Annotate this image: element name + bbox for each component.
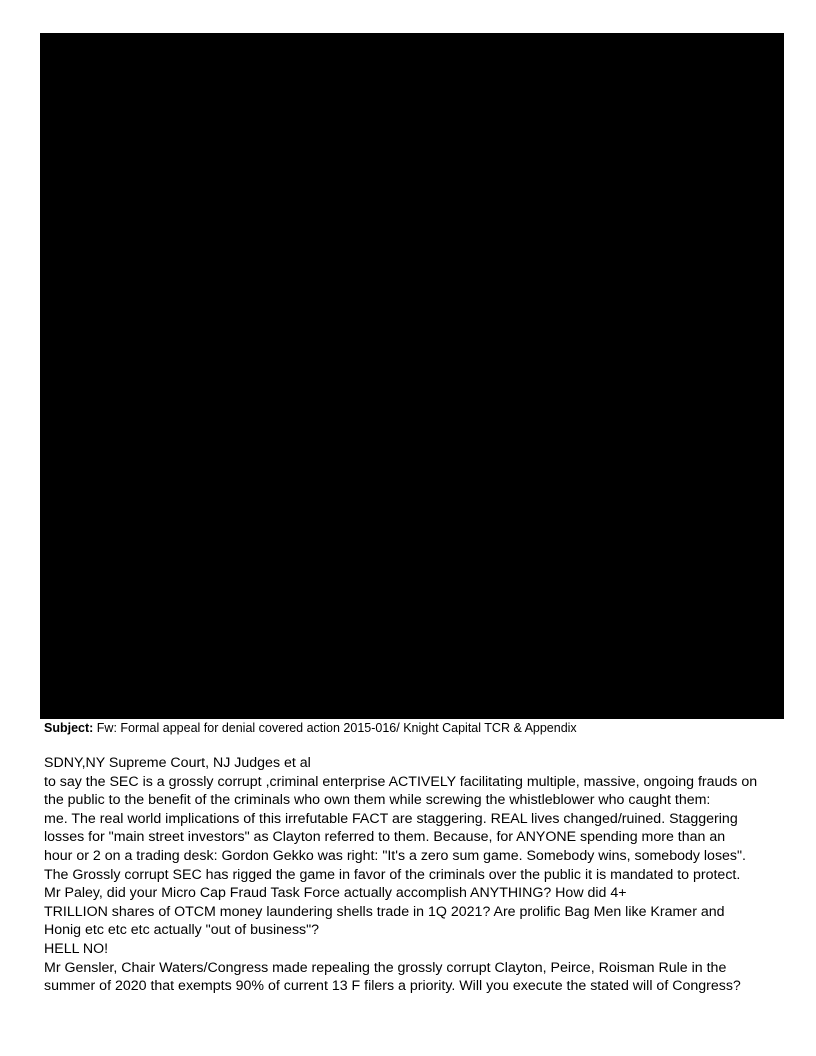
body-line: Mr Gensler, Chair Waters/Congress made repealing the grossly corrupt Clayton, Peirce, Roisman Rule in the [44, 959, 727, 976]
email-body [44, 754, 784, 996]
body-line: HELL NO! [44, 940, 109, 957]
body-line: losses for "main street investors" as Clayton referred to them. Because, for ANYONE spending more than an [44, 829, 726, 846]
body-line: to say the SEC is a grossly corrupt ,criminal enterprise ACTIVELY facilitating multiple, massive, ongoing frauds on [44, 773, 758, 790]
body-line: the public to the benefit of the criminals who own them while screwing the whistleblower who caught them: [44, 792, 711, 809]
body-line: The Grossly corrupt SEC has rigged the game in favor of the criminals over the public it is mandated to protect. [44, 866, 741, 883]
body-line: me. The real world implications of this irrefutable FACT are staggering. REAL lives changed/ruined. Staggering [44, 810, 738, 827]
body-line: TRILLION shares of OTCM money laundering shells trade in 1Q 2021? Are prolific Bag Men like Kramer and [44, 903, 725, 920]
subject-label: Subject: [44, 721, 94, 735]
body-line: summer of 2020 that exempts 90% of current 13 F filers a priority. Will you execute the stated will of Congress? [44, 978, 741, 995]
body-line: SDNY,NY Supreme Court, NJ Judges et al [44, 755, 311, 771]
redaction-block [40, 33, 784, 719]
body-line: hour or 2 on a trading desk: Gordon Gekko was right: "It's a zero sum game. Somebody wins, somebody loses". [44, 847, 747, 864]
body-line: Honig etc etc etc actually "out of business"? [44, 922, 320, 939]
email-subject-line [44, 720, 784, 736]
body-line: Mr Paley, did your Micro Cap Fraud Task Force actually accomplish ANYTHING? How did 4+ [44, 885, 627, 902]
subject-text: Fw: Formal appeal for denial covered action 2015-016/ Knight Capital TCR & Appendix [93, 721, 577, 735]
